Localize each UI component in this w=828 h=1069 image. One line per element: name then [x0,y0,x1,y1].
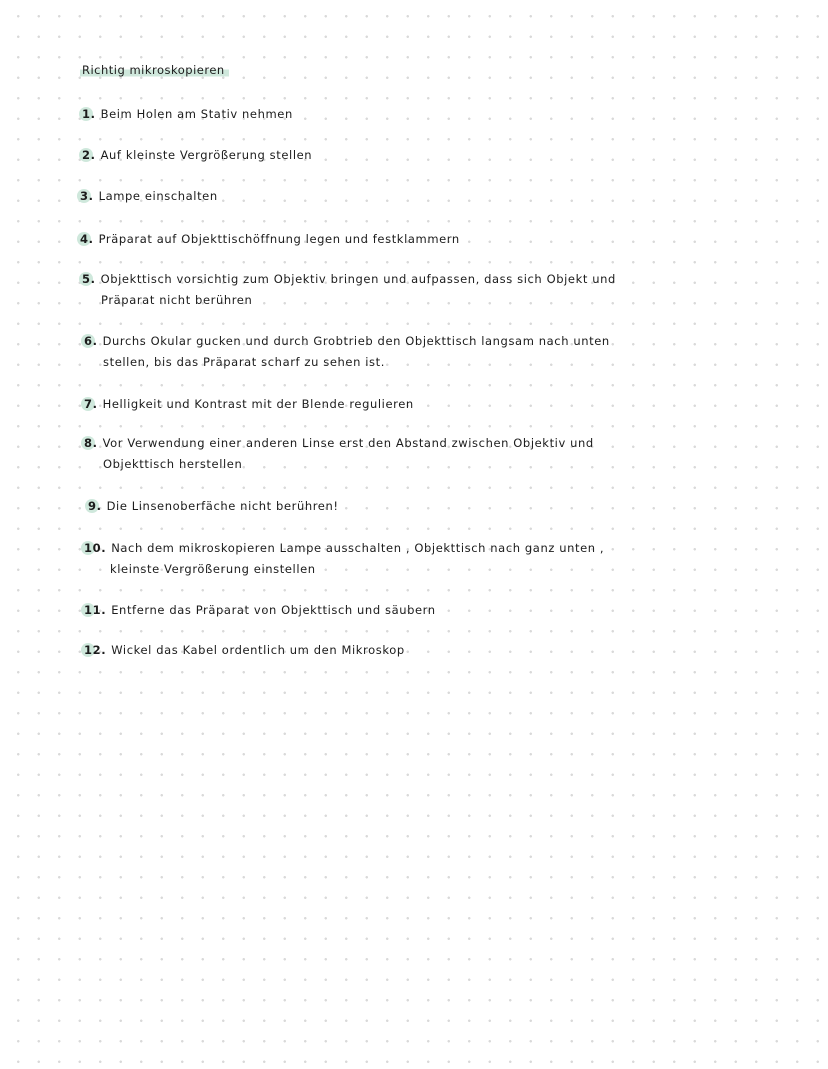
step-number: 5. [82,269,96,290]
step-8 [84,433,594,475]
step-10 [84,538,604,580]
step-number: 10. [84,538,106,559]
step-1 [82,104,293,125]
step-text: Objekttisch vorsichtig zum Objektiv bringen und aufpassen, dass sich Objekt und [100,272,616,286]
step-text-continued: Präparat nicht berühren [101,293,253,307]
step-number: 4. [80,229,94,250]
step-6 [84,331,610,373]
step-text: Präparat auf Objekttischöffnung legen und festklammern [98,232,460,246]
step-4 [80,229,460,250]
step-number: 11. [84,600,106,621]
step-9 [88,496,339,517]
step-text: Durchs Okular gucken und durch Grobtrieb den Objekttisch langsam nach unten [102,334,610,348]
step-number: 1. [82,104,96,125]
step-12 [84,640,405,661]
step-number: 6. [84,331,98,352]
step-text: Auf kleinste Vergrößerung stellen [100,148,313,162]
step-text: Helligkeit und Kontrast mit der Blende regulieren [102,397,414,411]
page-title: Richtig mikroskopieren [80,63,229,77]
step-number: 12. [84,640,106,661]
step-3 [80,186,218,207]
step-7 [84,394,414,415]
step-11 [84,600,436,621]
step-text: Vor Verwendung einer anderen Linse erst den Abstand zwischen Objektiv und [102,436,594,450]
step-2 [82,145,312,166]
step-5 [82,269,616,311]
step-text: Lampe einschalten [98,189,218,203]
step-text: Wickel das Kabel ordentlich um den Mikroskop [111,643,405,657]
step-number: 8. [84,433,98,454]
step-text: Entferne das Präparat von Objekttisch und säubern [111,603,436,617]
step-text: Beim Holen am Stativ nehmen [100,107,293,121]
step-number: 3. [80,186,94,207]
step-number: 2. [82,145,96,166]
step-number: 9. [88,496,102,517]
step-text: Nach dem mikroskopieren Lampe ausschalten , Objekttisch nach ganz unten , [111,541,605,555]
step-text-continued: stellen, bis das Präparat scharf zu sehen ist. [103,355,385,369]
step-text: Die Linsenoberfäche nicht berühren! [106,499,339,513]
step-text-continued: kleinste Vergrößerung einstellen [110,562,316,576]
step-number: 7. [84,394,98,415]
step-text-continued: Objekttisch herstellen [103,457,243,471]
